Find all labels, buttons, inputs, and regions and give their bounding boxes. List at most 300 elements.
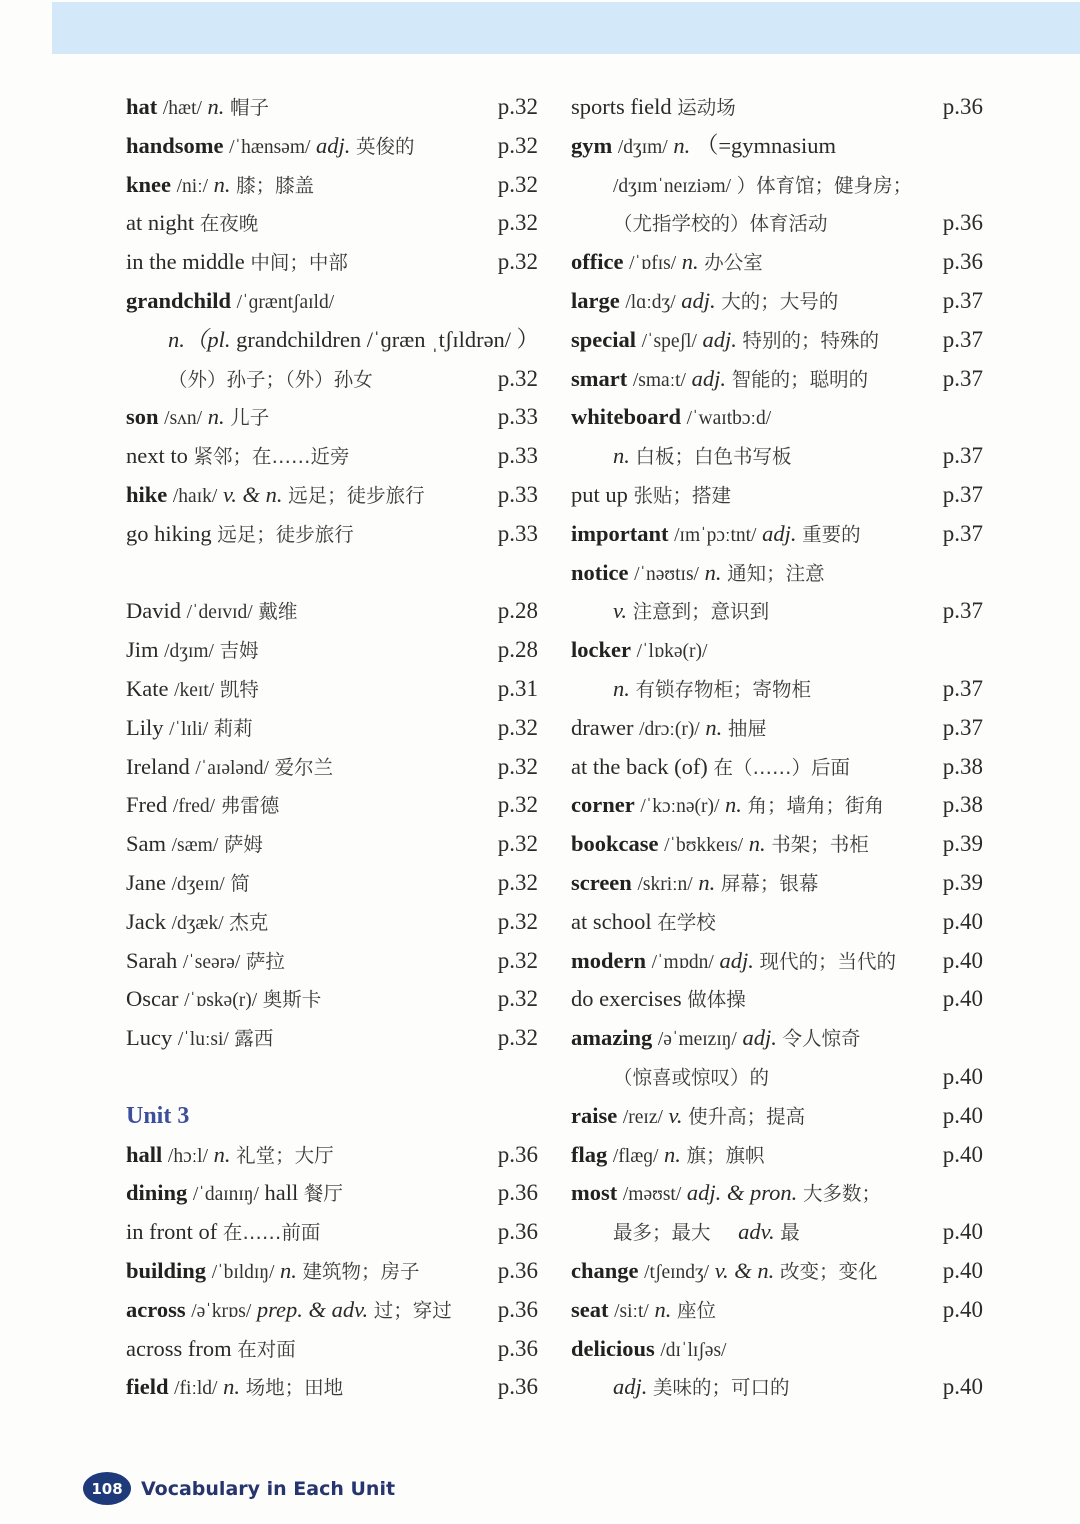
vocab-entry <box>126 437 538 476</box>
entry-text <box>613 1058 769 1098</box>
vocab-entry <box>126 709 538 748</box>
entry-text <box>126 980 321 1021</box>
chinese-meaning: 最 <box>780 1221 800 1245</box>
vocab-entry <box>126 903 538 942</box>
entry-text <box>126 786 279 827</box>
headword: gym <box>571 132 613 158</box>
headword: do exercises <box>571 986 682 1012</box>
headword: special <box>571 326 636 352</box>
page-reference: p.40 <box>942 1374 983 1400</box>
page-reference: p.36 <box>497 1296 538 1322</box>
vocab-entry <box>571 398 983 437</box>
page-reference: p.37 <box>942 287 983 313</box>
entry-text <box>571 476 731 516</box>
phonetic: /ˈaɪələnd/ <box>195 757 269 779</box>
entry-text <box>126 709 253 750</box>
phonetic: /flæɡ/ <box>612 1145 659 1167</box>
headword: Sam <box>126 831 167 857</box>
headword: Sarah <box>126 947 178 973</box>
vocab-entry <box>126 864 538 903</box>
chinese-meaning: 智能的；聪明的 <box>731 367 869 391</box>
headword: locker <box>571 637 631 663</box>
phonetic: /sæm/ <box>171 835 219 857</box>
chinese-meaning: 简 <box>230 871 250 895</box>
part-of-speech: adj. <box>742 1025 777 1051</box>
chinese-meaning: 旗；旗帜 <box>686 1143 765 1167</box>
page-reference: p.36 <box>497 1335 538 1361</box>
vocab-entry <box>571 321 983 360</box>
page-reference: p.36 <box>942 249 983 275</box>
vocab-entry <box>571 88 983 127</box>
vocab-entry <box>126 398 538 437</box>
vocab-entry <box>126 825 538 864</box>
vocab-entry <box>571 1097 983 1136</box>
headword: Kate <box>126 675 169 701</box>
chinese-meaning: 萨姆 <box>223 833 263 857</box>
entry-text <box>126 398 269 439</box>
phonetic: /skriːn/ <box>637 873 693 895</box>
entry-text <box>126 243 348 283</box>
phonetic: /hɔːl/ <box>167 1145 208 1167</box>
vocab-entry <box>571 903 983 942</box>
entry-text <box>126 1019 273 1060</box>
vocab-entry <box>571 554 983 593</box>
part-of-speech: adj. <box>719 947 754 973</box>
part-of-speech: v. & n. <box>222 481 283 507</box>
entry-text <box>613 437 792 477</box>
vocab-entry <box>571 282 983 321</box>
spacer <box>126 554 538 593</box>
entry-text <box>126 1368 343 1409</box>
headword: amazing <box>571 1025 653 1051</box>
chinese-meaning: 在（……）后面 <box>713 755 850 779</box>
chinese-meaning: 露西 <box>234 1027 274 1051</box>
phonetic: /ˈɡræntʃaɪld/ <box>236 291 335 313</box>
headword: field <box>126 1374 169 1400</box>
vocab-entry <box>571 1019 983 1058</box>
headword: large <box>571 287 620 313</box>
part-of-speech: n. <box>207 94 225 119</box>
chinese-meaning: 爱尔兰 <box>274 755 334 779</box>
headword: hike <box>126 481 168 507</box>
entry-text <box>571 1136 765 1177</box>
entry-text <box>571 864 818 905</box>
chinese-meaning: 建筑物；房子 <box>302 1259 420 1283</box>
vocab-entry <box>571 476 983 515</box>
headword: at night <box>126 210 195 236</box>
chinese-meaning: 最多；最大 <box>613 1221 711 1245</box>
entry-text <box>126 437 350 477</box>
vocab-entry <box>126 282 538 321</box>
chinese-meaning: 屏幕；银幕 <box>720 871 819 895</box>
headword: Lily <box>126 714 164 740</box>
part-of-speech: prep. & adv. <box>256 1296 369 1322</box>
part-of-speech: adj. <box>316 132 351 158</box>
part-of-speech: adj. & pron. <box>686 1180 798 1206</box>
vocab-entry <box>571 360 983 399</box>
chinese-meaning: 过；穿过 <box>373 1298 452 1322</box>
page-reference: p.32 <box>497 249 538 275</box>
headword: smart <box>571 365 628 391</box>
page-reference: p.32 <box>497 210 538 236</box>
vocab-entry <box>126 360 538 399</box>
vocab-entry <box>571 1058 983 1097</box>
phonetic: /niː/ <box>176 175 209 197</box>
part-of-speech: adj. <box>762 520 797 546</box>
chinese-meaning: 远足；徒步旅行 <box>288 483 425 507</box>
headword: Jane <box>126 869 166 895</box>
page-reference: p.37 <box>942 365 983 391</box>
page-reference: p.37 <box>942 481 983 507</box>
vocab-entry <box>571 1252 983 1291</box>
entry-text <box>126 631 259 672</box>
page-reference: p.40 <box>942 1296 983 1322</box>
vocab-entry <box>126 321 538 360</box>
headword: knee <box>126 171 171 197</box>
part-of-speech: v. <box>668 1102 683 1128</box>
headword: flag <box>571 1141 608 1167</box>
page-reference: p.32 <box>497 831 538 857</box>
vocab-entry <box>571 825 983 864</box>
page-reference: p.37 <box>942 326 983 352</box>
headword: raise <box>571 1102 618 1128</box>
chinese-meaning: 远足；徒步旅行 <box>217 522 354 546</box>
headword: at school <box>571 908 652 934</box>
entry-text <box>571 903 716 943</box>
part-of-speech: adj. <box>613 1374 648 1400</box>
part-of-speech: n. <box>664 1141 681 1167</box>
vocab-entry <box>571 786 983 825</box>
names-list <box>126 592 538 1058</box>
headword: hall <box>126 1141 163 1167</box>
part-of-speech: adj. <box>681 287 716 313</box>
page-reference: p.32 <box>497 365 538 391</box>
vocab-entry <box>126 166 538 205</box>
part-of-speech: n. <box>613 675 630 701</box>
headword: grandchild <box>126 287 232 313</box>
entry-text <box>571 243 763 284</box>
chinese-meaning: 餐厅 <box>303 1182 343 1206</box>
headword: important <box>571 520 669 546</box>
chinese-meaning: 帽子 <box>230 96 270 119</box>
vocab-entry <box>571 515 983 554</box>
entry-text <box>126 942 285 983</box>
phonetic: /fred/ <box>172 796 216 818</box>
entry-text <box>571 786 884 827</box>
chinese-meaning: 紧邻；在……近旁 <box>193 445 350 469</box>
headword: office <box>571 249 624 275</box>
chinese-meaning: 注意到；意识到 <box>632 600 770 624</box>
page-reference: p.37 <box>942 520 983 546</box>
phonetic: /drɔː(r)/ <box>639 718 700 740</box>
chinese-meaning: 使升高；提高 <box>688 1104 806 1128</box>
vocab-list-right <box>571 88 983 1407</box>
page-reference: p.37 <box>942 598 983 624</box>
phonetic: /dʒɪm/ <box>164 641 214 663</box>
page-reference: p.32 <box>497 753 538 779</box>
page-reference: p.40 <box>942 1257 983 1283</box>
entry-text <box>571 360 868 401</box>
page-reference: p.40 <box>942 1141 983 1167</box>
entry-text <box>126 592 297 633</box>
phonetic: /sʌn/ <box>164 408 203 430</box>
phonetic: /ˈwaɪtbɔːd/ <box>686 408 772 430</box>
section-title: Vocabulary in Each Unit <box>141 1477 396 1500</box>
vocab-entry <box>126 476 538 515</box>
vocab-entry <box>126 1136 538 1175</box>
headword: whiteboard <box>571 404 682 430</box>
chinese-meaning: 凯特 <box>219 677 259 701</box>
headword: in front of <box>126 1219 218 1245</box>
chinese-meaning: 抽屉 <box>727 716 767 740</box>
vocab-entry <box>571 166 983 205</box>
entry-text <box>126 1136 334 1177</box>
part-of-speech: adj. <box>702 326 737 352</box>
page-reference: p.36 <box>942 210 983 236</box>
page-reference: p.32 <box>497 714 538 740</box>
entry-text <box>571 127 836 168</box>
headword: at the back (of) <box>571 753 708 779</box>
page-reference: p.36 <box>497 1219 538 1245</box>
entry-text <box>571 554 825 595</box>
headword: most <box>571 1180 618 1206</box>
entry-text <box>571 282 838 323</box>
vocab-entry <box>126 1368 538 1407</box>
vocab-entry <box>571 1136 983 1175</box>
headword: corner <box>571 792 635 818</box>
part-of-speech: n.（pl. <box>168 326 231 352</box>
part-of-speech: adj. <box>691 365 726 391</box>
page-reference: p.32 <box>497 947 538 973</box>
phonetic: /dʒeɪn/ <box>171 873 225 895</box>
headword: sports field <box>571 94 672 119</box>
entry-text <box>126 1213 320 1253</box>
chinese-meaning: 在学校 <box>657 910 716 934</box>
vocab-entry <box>571 1368 983 1407</box>
entry-text <box>571 1019 860 1060</box>
chinese-meaning: 在夜晚 <box>199 212 259 236</box>
page-reference: p.40 <box>942 1219 983 1245</box>
headword: across from <box>126 1335 232 1361</box>
entry-text <box>126 282 334 323</box>
entry-text <box>571 942 896 983</box>
page-reference: p.31 <box>497 675 538 701</box>
page-reference: p.37 <box>942 714 983 740</box>
vocab-entry <box>126 515 538 554</box>
phonetic: /məʊst/ <box>622 1184 682 1206</box>
headword: delicious <box>571 1335 655 1361</box>
part-of-speech: n. <box>613 443 630 469</box>
page-reference: p.37 <box>942 443 983 469</box>
page-reference: p.40 <box>942 947 983 973</box>
spacer <box>126 1058 538 1097</box>
extra-text: （=gymnasium <box>695 132 837 158</box>
page-reference: p.33 <box>497 443 538 469</box>
page-reference: p.32 <box>497 986 538 1012</box>
page-reference: p.32 <box>497 132 538 158</box>
page-reference: p.28 <box>497 637 538 663</box>
headword: across <box>126 1296 186 1322</box>
entry-text <box>126 1174 343 1215</box>
phonetic: /tʃeɪndʒ/ <box>644 1261 710 1283</box>
phonetic: /ˈkɔːnə(r)/ <box>640 796 720 818</box>
phonetic: /keɪt/ <box>174 679 215 701</box>
chinese-meaning: （尤指学校的）体育活动 <box>613 212 828 236</box>
page-reference: p.36 <box>497 1180 538 1206</box>
phonetic: /reɪz/ <box>622 1106 663 1128</box>
entry-text <box>126 903 268 944</box>
headword: Oscar <box>126 986 179 1012</box>
part-of-speech: v. & n. <box>714 1257 775 1283</box>
phonetic: /ˈseərə/ <box>182 951 241 973</box>
entry-text <box>126 166 314 207</box>
page-reference: p.32 <box>497 94 538 119</box>
part-of-speech: n. <box>213 171 231 197</box>
chinese-meaning: ）体育馆；健身房； <box>736 173 913 197</box>
vocab-entry <box>571 670 983 709</box>
headword: screen <box>571 869 632 895</box>
entry-text <box>126 476 425 517</box>
page-reference: p.38 <box>942 753 983 779</box>
entry-text <box>571 1330 726 1371</box>
page-reference: p.36 <box>497 1257 538 1283</box>
chinese-meaning: 在对面 <box>237 1337 296 1361</box>
phonetic: /əˈkrɒs/ <box>191 1300 252 1322</box>
chinese-meaning: 美味的；可口的 <box>653 1376 790 1400</box>
part-of-speech: v. <box>613 598 627 624</box>
headword: drawer <box>571 714 634 740</box>
chinese-meaning: 吉姆 <box>219 639 259 663</box>
entry-text <box>613 1213 800 1253</box>
entry-text <box>571 88 736 128</box>
page-reference: p.28 <box>497 598 538 624</box>
headword: Lucy <box>126 1025 173 1051</box>
chinese-meaning: 杰克 <box>229 910 269 934</box>
chinese-meaning: （外）孙子；（外）孙女 <box>168 367 373 391</box>
page-footer <box>83 1472 395 1505</box>
entry-text <box>126 204 258 244</box>
vocab-entry <box>571 980 983 1019</box>
extra-text: grandchildren /ˈɡræn ˌtʃɪldrən/ ） <box>236 326 540 352</box>
part-of-speech: n. <box>280 1257 297 1283</box>
vocab-list-block1 <box>126 88 538 554</box>
entry-text <box>168 321 539 360</box>
part-of-speech: n. <box>748 831 766 857</box>
vocab-list-unit3 <box>126 1136 538 1408</box>
chinese-meaning: 英俊的 <box>356 134 415 158</box>
headword-part: hall <box>264 1180 299 1206</box>
entry-text <box>571 321 879 362</box>
page-reference: p.40 <box>942 908 983 934</box>
vocab-entry <box>571 243 983 282</box>
right-column <box>571 88 983 1407</box>
page-reference: p.32 <box>497 171 538 197</box>
vocab-entry <box>126 748 538 787</box>
part-of-speech: n. <box>213 1141 231 1167</box>
entry-text <box>571 1174 881 1215</box>
page-reference: p.36 <box>497 1141 538 1167</box>
chinese-meaning: 办公室 <box>704 251 763 275</box>
page-reference: p.37 <box>942 675 983 701</box>
page-reference: p.32 <box>497 869 538 895</box>
page-reference: p.36 <box>942 94 983 119</box>
phonetic: /ˈdaɪnɪŋ/ <box>192 1184 259 1206</box>
entry-text <box>571 709 767 750</box>
headword: David <box>126 598 181 624</box>
page-reference: p.32 <box>497 1025 538 1051</box>
chinese-meaning: 大多数； <box>802 1182 881 1206</box>
headword: dining <box>126 1180 188 1206</box>
entry-text <box>613 670 811 710</box>
phonetic: /ˈɒfɪs/ <box>629 253 677 275</box>
entry-text <box>571 1097 805 1138</box>
entry-text <box>613 166 912 207</box>
vocab-entry <box>571 631 983 670</box>
entry-text <box>571 515 861 556</box>
chinese-meaning: 现代的；当代的 <box>759 949 896 973</box>
entry-text <box>571 631 707 672</box>
phonetic: /dʒɪm/ <box>617 136 668 158</box>
page-reference: p.33 <box>497 404 538 430</box>
entry-text <box>571 748 850 788</box>
phonetic: /ˈɒskə(r)/ <box>184 990 258 1012</box>
chinese-meaning: 在……前面 <box>222 1221 321 1245</box>
vocab-entry <box>126 204 538 243</box>
vocab-entry <box>571 942 983 981</box>
vocab-entry <box>126 1291 538 1330</box>
vocab-entry <box>571 127 983 166</box>
headword: notice <box>571 559 629 585</box>
page-reference: p.33 <box>497 520 538 546</box>
part-of-speech: n. <box>725 792 742 818</box>
entry-text <box>126 1291 452 1332</box>
chinese-meaning: 书架；书柜 <box>771 833 869 857</box>
vocab-entry <box>571 204 983 243</box>
chinese-meaning: 改变；变化 <box>779 1259 878 1283</box>
headword: handsome <box>126 132 224 158</box>
vocab-entry <box>571 864 983 903</box>
chinese-meaning: 戴维 <box>258 600 298 624</box>
entry-text <box>613 592 769 632</box>
vocab-entry <box>571 1213 983 1252</box>
phonetic: /ˈnəʊtɪs/ <box>634 563 699 585</box>
vocab-entry <box>126 592 538 631</box>
page-reference: p.40 <box>942 1102 983 1128</box>
entry-text <box>613 1368 790 1408</box>
headword: put up <box>571 481 628 507</box>
phonetic: /haɪk/ <box>172 485 218 507</box>
phonetic: /smaːt/ <box>632 369 686 391</box>
phonetic: /ˈspeʃl/ <box>641 330 697 352</box>
phonetic: /dɪˈlɪʃəs/ <box>660 1339 727 1361</box>
chinese-meaning: 莉莉 <box>213 716 253 740</box>
part-of-speech: adv. <box>738 1219 775 1245</box>
entry-text <box>126 1252 420 1293</box>
chinese-meaning: 张贴；搭建 <box>633 483 732 507</box>
vocab-entry <box>571 437 983 476</box>
part-of-speech: n. <box>681 249 699 275</box>
chinese-meaning: 有锁存物柜；寄物柜 <box>635 677 812 701</box>
vocab-entry <box>126 786 538 825</box>
page-reference: p.32 <box>497 908 538 934</box>
headword: Jim <box>126 637 159 663</box>
page-reference: p.32 <box>497 792 538 818</box>
headword: son <box>126 404 159 430</box>
page-reference: p.33 <box>497 481 538 507</box>
entry-text <box>613 204 828 244</box>
page-reference: p.38 <box>942 792 983 818</box>
entry-text <box>126 670 259 711</box>
